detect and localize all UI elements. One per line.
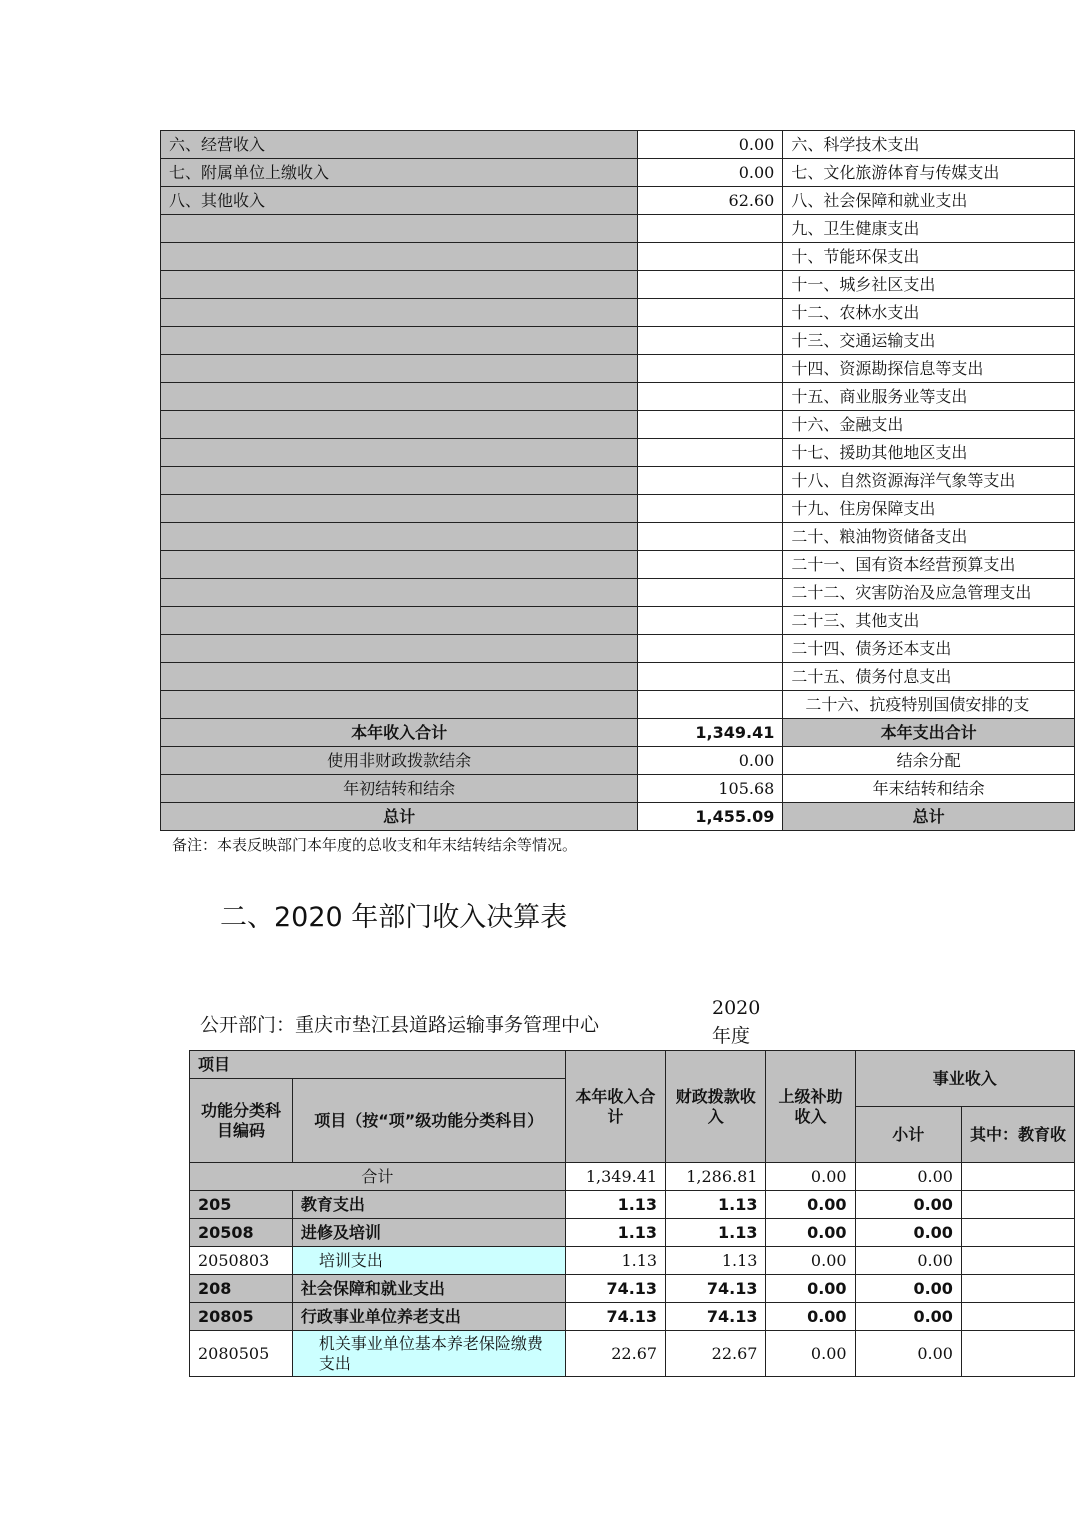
expense-label: 二十一、国有资本经营预算支出: [783, 551, 1075, 579]
income-amount: [638, 355, 783, 383]
expense-label: 十二、农林水支出: [783, 299, 1075, 327]
row-total: 74.13: [565, 1275, 665, 1303]
income-detail-table: [189, 1050, 1075, 1377]
income-label: [161, 467, 638, 495]
income-amount: 0.00: [638, 159, 783, 187]
total-row: [190, 1163, 1075, 1191]
row-edu: [961, 1331, 1074, 1377]
income-amount: [638, 691, 783, 719]
expense-label: 六、科学技术支出: [783, 131, 1075, 159]
row-subtotal: 0.00: [855, 1247, 961, 1275]
income-amount: [638, 663, 783, 691]
row-superior: 0.00: [766, 1331, 855, 1377]
income-label: 六、经营收入: [161, 131, 638, 159]
income-label: [161, 663, 638, 691]
row-name: 培训支出: [292, 1247, 565, 1275]
summary-expense-label: 年末结转和结余: [783, 775, 1075, 803]
table-row: [161, 523, 1075, 551]
row-superior: 0.00: [766, 1219, 855, 1247]
row-code: 2050803: [190, 1247, 293, 1275]
table-row: [161, 355, 1075, 383]
income-amount: 0.00: [638, 131, 783, 159]
income-amount: [638, 607, 783, 635]
year-label: 2020 年度: [712, 997, 761, 1047]
row-subtotal: 0.00: [855, 1275, 961, 1303]
table-row: [161, 551, 1075, 579]
income-amount: [638, 523, 783, 551]
row-total: 1.13: [565, 1191, 665, 1219]
income-label: [161, 691, 638, 719]
table-row: [161, 635, 1075, 663]
header-business: 事业收入: [855, 1051, 1074, 1107]
row-superior: 0.00: [766, 1275, 855, 1303]
table-row: [190, 1275, 1075, 1303]
expense-label: 二十四、债务还本支出: [783, 635, 1075, 663]
income-amount: [638, 439, 783, 467]
table-row: [161, 131, 1075, 159]
row-name: 行政事业单位养老支出: [292, 1303, 565, 1331]
row-subtotal: 0.00: [855, 1303, 961, 1331]
row-superior: 0.00: [766, 1191, 855, 1219]
section-title: 二、2020 年部门收入决算表: [220, 902, 568, 933]
header-name: 项目（按“项”级功能分类科目）: [292, 1079, 565, 1163]
summary-income-label: 年初结转和结余: [161, 775, 638, 803]
income-amount: [638, 495, 783, 523]
summary-income-amount: 0.00: [638, 747, 783, 775]
income-amount: [638, 215, 783, 243]
row-name: 机关事业单位基本养老保险缴费支出: [292, 1331, 565, 1377]
income-label: [161, 607, 638, 635]
summary-expense-label: 本年支出合计: [783, 719, 1075, 747]
total-fiscal: 1,286.81: [666, 1163, 766, 1191]
expense-label: 九、卫生健康支出: [783, 215, 1075, 243]
expense-label: 十、节能环保支出: [783, 243, 1075, 271]
table-row: [161, 495, 1075, 523]
income-amount: [638, 635, 783, 663]
summary-expense-label: 总计: [783, 803, 1075, 831]
table-note: 备注：本表反映部门本年度的总收支和年末结转结余等情况。: [172, 836, 578, 854]
header-subtotal: 小计: [855, 1107, 961, 1163]
table-row: [161, 243, 1075, 271]
expense-label: 七、文化旅游体育与传媒支出: [783, 159, 1075, 187]
expense-label: 二十二、灾害防治及应急管理支出: [783, 579, 1075, 607]
income-label: [161, 215, 638, 243]
table-row: [190, 1303, 1075, 1331]
total-edu: [961, 1163, 1074, 1191]
row-fiscal: 1.13: [666, 1247, 766, 1275]
header-edu: 其中：教育收: [961, 1107, 1074, 1163]
table-row: [161, 439, 1075, 467]
header-total: 本年收入合计: [565, 1051, 665, 1163]
expense-label: 二十六、抗疫特别国债安排的支: [783, 691, 1075, 719]
summary-income-amount: 1,455.09: [638, 803, 783, 831]
table-row: [161, 467, 1075, 495]
income-label: [161, 383, 638, 411]
summary-row: [161, 775, 1075, 803]
total-subtotal: 0.00: [855, 1163, 961, 1191]
income-label: [161, 635, 638, 663]
row-edu: [961, 1275, 1074, 1303]
table-row: [190, 1191, 1075, 1219]
income-label: [161, 243, 638, 271]
expense-label: 二十五、债务付息支出: [783, 663, 1075, 691]
summary-income-label: 使用非财政拨款结余: [161, 747, 638, 775]
total-superior: 0.00: [766, 1163, 855, 1191]
table-row: [161, 579, 1075, 607]
expense-label: 十七、援助其他地区支出: [783, 439, 1075, 467]
row-fiscal: 1.13: [666, 1219, 766, 1247]
income-label: [161, 327, 638, 355]
header-fiscal: 财政拨款收入: [666, 1051, 766, 1163]
table-row: [161, 327, 1075, 355]
row-subtotal: 0.00: [855, 1331, 961, 1377]
income-label: [161, 299, 638, 327]
summary-row: [161, 747, 1075, 775]
income-amount: [638, 243, 783, 271]
expense-label: 二十三、其他支出: [783, 607, 1075, 635]
table-row: [161, 383, 1075, 411]
row-code: 20805: [190, 1303, 293, 1331]
table-row: [161, 215, 1075, 243]
expense-label: 十四、资源勘探信息等支出: [783, 355, 1075, 383]
table-row: [161, 271, 1075, 299]
summary-row: [161, 719, 1075, 747]
header-superior: 上级补助收入: [766, 1051, 855, 1163]
income-label: [161, 355, 638, 383]
table-row: [161, 607, 1075, 635]
row-edu: [961, 1191, 1074, 1219]
income-label: 八、其他收入: [161, 187, 638, 215]
income-amount: [638, 411, 783, 439]
income-amount: [638, 551, 783, 579]
row-edu: [961, 1247, 1074, 1275]
income-label: [161, 439, 638, 467]
header-code: 功能分类科目编码: [190, 1079, 293, 1163]
total-label: 合计: [190, 1163, 566, 1191]
table-row: [190, 1219, 1075, 1247]
row-name: 社会保障和就业支出: [292, 1275, 565, 1303]
table-row: [161, 299, 1075, 327]
expense-label: 十六、金融支出: [783, 411, 1075, 439]
row-code: 205: [190, 1191, 293, 1219]
summary-income-amount: 105.68: [638, 775, 783, 803]
department-label: 公开部门：重庆市垫江县道路运输事务管理中心: [200, 1014, 600, 1036]
table-row: [190, 1331, 1075, 1377]
row-total: 1.13: [565, 1247, 665, 1275]
income-label: [161, 271, 638, 299]
row-code: 20508: [190, 1219, 293, 1247]
income-amount: [638, 327, 783, 355]
expense-label: 十九、住房保障支出: [783, 495, 1075, 523]
row-subtotal: 0.00: [855, 1191, 961, 1219]
expense-label: 十五、商业服务业等支出: [783, 383, 1075, 411]
row-name: 进修及培训: [292, 1219, 565, 1247]
income-expense-summary-table: [160, 130, 1075, 831]
income-label: [161, 551, 638, 579]
row-edu: [961, 1303, 1074, 1331]
expense-label: 十三、交通运输支出: [783, 327, 1075, 355]
income-amount: [638, 467, 783, 495]
income-amount: 62.60: [638, 187, 783, 215]
row-fiscal: 22.67: [666, 1331, 766, 1377]
expense-label: 二十、粮油物资储备支出: [783, 523, 1075, 551]
expense-label: 十一、城乡社区支出: [783, 271, 1075, 299]
expense-label: 八、社会保障和就业支出: [783, 187, 1075, 215]
row-name: 教育支出: [292, 1191, 565, 1219]
row-superior: 0.00: [766, 1247, 855, 1275]
row-code: 208: [190, 1275, 293, 1303]
income-label: [161, 579, 638, 607]
row-total: 22.67: [565, 1331, 665, 1377]
income-amount: [638, 271, 783, 299]
row-fiscal: 1.13: [666, 1191, 766, 1219]
income-amount: [638, 299, 783, 327]
summary-income-amount: 1,349.41: [638, 719, 783, 747]
row-total: 1.13: [565, 1219, 665, 1247]
row-total: 74.13: [565, 1303, 665, 1331]
table-row: [161, 159, 1075, 187]
row-fiscal: 74.13: [666, 1303, 766, 1331]
header-item: 项目: [190, 1051, 566, 1079]
row-superior: 0.00: [766, 1303, 855, 1331]
income-amount: [638, 383, 783, 411]
row-code: 2080505: [190, 1331, 293, 1377]
summary-expense-label: 结余分配: [783, 747, 1075, 775]
row-edu: [961, 1219, 1074, 1247]
summary-income-label: 总计: [161, 803, 638, 831]
row-subtotal: 0.00: [855, 1219, 961, 1247]
summary-row: [161, 803, 1075, 831]
table-row: [161, 411, 1075, 439]
income-label: 七、附属单位上缴收入: [161, 159, 638, 187]
expense-label: 十八、自然资源海洋气象等支出: [783, 467, 1075, 495]
income-amount: [638, 579, 783, 607]
income-label: [161, 523, 638, 551]
row-fiscal: 74.13: [666, 1275, 766, 1303]
table-row: [161, 187, 1075, 215]
summary-income-label: 本年收入合计: [161, 719, 638, 747]
table-row: [161, 691, 1075, 719]
table-row: [161, 663, 1075, 691]
income-label: [161, 495, 638, 523]
income-label: [161, 411, 638, 439]
table-row: [190, 1247, 1075, 1275]
total-total: 1,349.41: [565, 1163, 665, 1191]
